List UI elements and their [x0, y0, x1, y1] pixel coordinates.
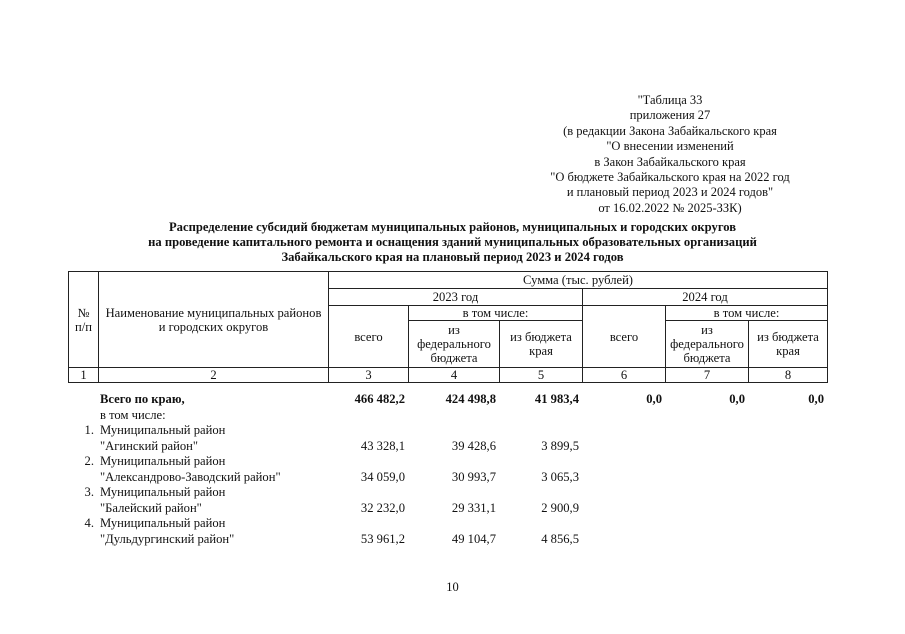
- table-body: [68, 392, 827, 547]
- header-regional-2023: из бюджета края: [500, 321, 583, 368]
- col-number: 3: [329, 368, 409, 383]
- total-value: 0,0: [808, 392, 824, 406]
- total-value: 41 983,4: [534, 392, 579, 406]
- table-row: [68, 454, 827, 485]
- total-value: 424 498,8: [445, 392, 496, 406]
- header-year-2024: 2024 год: [583, 289, 828, 306]
- header-federal-2023: из федерального бюджета: [409, 321, 500, 368]
- district-federal: 29 331,1: [451, 500, 496, 515]
- district-name: "Александрово-Заводский район": [100, 469, 281, 484]
- header-name: Наименование муниципальных районов и городских округов: [99, 272, 329, 368]
- table-row: [68, 485, 827, 516]
- col-number: 6: [583, 368, 666, 383]
- header-federal-2024: из федерального бюджета: [666, 321, 749, 368]
- district-regional: 4 856,5: [541, 531, 579, 546]
- row-number: 4.: [84, 516, 94, 530]
- district-type: Муниципальный район: [100, 454, 226, 468]
- total-label: Всего по краю,: [100, 392, 185, 406]
- subsidy-table-header: [68, 271, 828, 383]
- col-number: 2: [99, 368, 329, 383]
- district-total: 53 961,2: [360, 531, 405, 546]
- title-line: на проведение капитального ремонта и оснащения зданий муниципальных образовательных организаций: [148, 235, 757, 250]
- caption-line: приложения 27: [629, 108, 711, 123]
- document-title: [60, 220, 845, 266]
- district-regional: 3 065,3: [541, 469, 579, 484]
- row-number: 2.: [84, 454, 94, 468]
- col-number: 8: [749, 368, 828, 383]
- district-name: "Агинский район": [100, 438, 199, 453]
- caption-line: от 16.02.2022 № 2025-ЗЗК): [598, 200, 742, 215]
- caption-line: в Закон Забайкальского края: [594, 154, 746, 169]
- district-total: 32 232,0: [360, 500, 405, 515]
- caption-line: "Таблица 33: [637, 93, 703, 107]
- district-regional: 3 899,5: [541, 438, 579, 453]
- col-number: 4: [409, 368, 500, 383]
- district-name: "Балейский район": [100, 500, 202, 515]
- title-line: Забайкальского края на плановый период 2023 и 2024 годов: [281, 250, 624, 265]
- including-label: в том числе:: [100, 407, 166, 422]
- district-federal: 30 993,7: [451, 469, 496, 484]
- col-number: 1: [69, 368, 99, 383]
- caption-line: "О бюджете Забайкальского края на 2022 год: [550, 170, 790, 185]
- including-row: [68, 408, 827, 424]
- district-total: 34 059,0: [360, 469, 405, 484]
- total-value: 0,0: [646, 392, 662, 406]
- district-type: Муниципальный район: [100, 423, 226, 437]
- total-row: [68, 392, 827, 408]
- page-number: 10: [446, 580, 459, 594]
- district-federal: 49 104,7: [451, 531, 496, 546]
- district-type: Муниципальный район: [100, 485, 226, 499]
- district-federal: 39 428,6: [451, 438, 496, 453]
- title-line: Распределение субсидий бюджетам муниципальных районов, муниципальных и городских округов: [168, 220, 737, 234]
- district-regional: 2 900,9: [541, 500, 579, 515]
- caption-line: (в редакции Закона Забайкальского края: [563, 123, 777, 138]
- header-total-2024: всего: [583, 306, 666, 368]
- col-number: 7: [666, 368, 749, 383]
- header-total-2023: всего: [329, 306, 409, 368]
- header-including-2023: в том числе:: [409, 306, 583, 321]
- caption-line: и плановый период 2023 и 2024 годов": [566, 185, 774, 200]
- header-regional-2024: из бюджета края: [749, 321, 828, 368]
- table-row: [68, 423, 827, 454]
- col-number: 5: [500, 368, 583, 383]
- district-type: Муниципальный район: [100, 516, 226, 530]
- caption-line: "О внесении изменений: [606, 139, 734, 154]
- district-total: 43 328,1: [360, 438, 405, 453]
- header-including-2024: в том числе:: [666, 306, 828, 321]
- row-number: 1.: [84, 423, 94, 437]
- row-number: 3.: [84, 485, 94, 499]
- header-sum: Сумма (тыс. рублей): [329, 272, 828, 289]
- total-value: 466 482,2: [354, 392, 405, 406]
- district-name: "Дульдургинский район": [100, 531, 235, 546]
- header-year-2023: 2023 год: [329, 289, 583, 306]
- header-num: № п/п: [69, 272, 99, 368]
- table-row: [68, 516, 827, 547]
- table-caption-note: [520, 93, 820, 216]
- total-value: 0,0: [729, 392, 745, 406]
